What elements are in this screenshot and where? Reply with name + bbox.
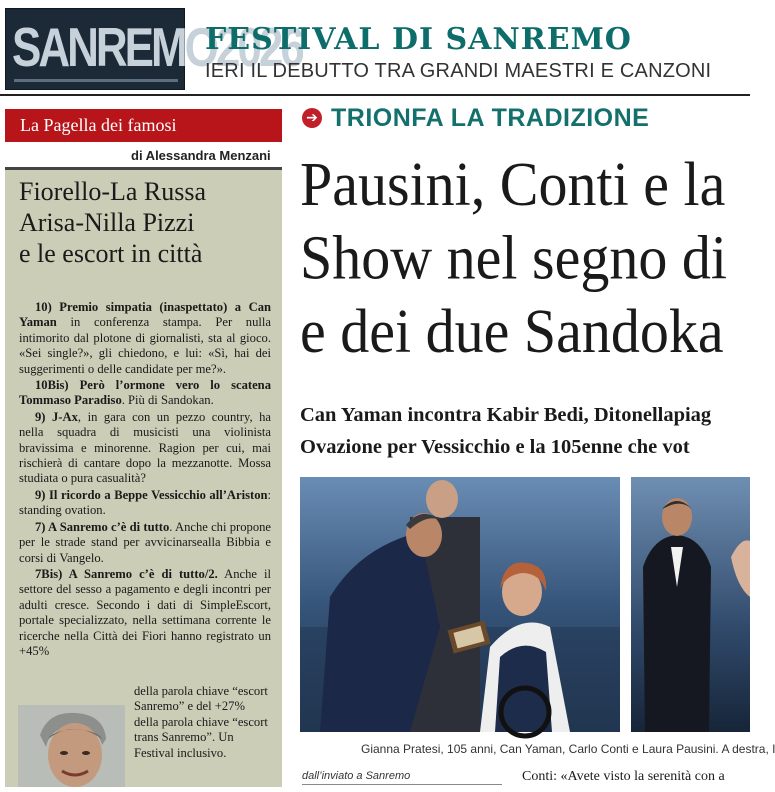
sidebar-body-tail: della parola chiave “escort Sanremo” e del +27% della parola chiave “escort trans Sanremo”. Un Festival inclusivo. [134,684,268,760]
sanremo-logo [5,8,302,90]
header-divider [0,94,750,96]
festival-title: FESTIVAL DI SANREMO [205,22,632,57]
sidebar-body [19,300,271,660]
grade-lead: 9) Il ricordo a Beppe Vessicchio all’Ariston [35,487,268,502]
dateline-rule [302,784,502,785]
grade-lead: 9) J-Ax [35,409,78,424]
grade-text: . Più di Sandokan. [121,393,214,408]
article-subhead [300,399,711,463]
sidebar-headline-line: Arisa-Nilla Pizzi [19,208,195,237]
photo-caption: Gianna Pratesi, 105 anni, Can Yaman, Carlo Conti e Laura Pausini. A destra, I [361,742,775,756]
grade-text: in conferenza stampa. Per nulla intimorito dal plotone di giornalisti, sta al gioco. «Sei single?», gli chiedono, e lui: «Sì, hai dei suggerimenti o delle candidate per me?». [19,315,271,376]
logo-underline [14,79,178,82]
byline: di Alessandra Menzani [131,148,271,163]
arrow-right-circle-icon: ➔ [302,108,322,128]
festival-subtitle: IERI IL DEBUTTO TRA GRANDI MAESTRI E CANZONI [205,60,712,82]
subhead-line: Can Yaman incontra Kabir Bedi, Ditonellapiag [300,404,712,426]
headline-line: e dei due Sandoka [300,295,724,367]
sidebar-headline [19,176,269,269]
article-body-start: Conti: «Avete visto la serenità con a [522,769,725,784]
grade-item [19,410,271,487]
grade-text: Anche il settore del sesso a pagamento e degli incontri per adulti cresce. Secondo i dati di SimpleEscort, portale specializzato, nella settimana corrente le ricerche nella Città dei Fiori hanno registrato un +45% [19,566,272,658]
subhead-line: Ovazione per Vessicchio e la 105enne che vot [300,436,690,458]
grade-item [19,488,271,519]
sidebar-headline-line: e le escort in città [19,239,203,268]
headline-line: Show nel segno di [300,222,727,293]
article-headline [300,148,727,368]
stage-photo-right [631,477,750,732]
grade-text: , in gara con un pezzo country, ha nella squadra di musicisti una violinista bravissima e minorenne. Ragion per cui, mai rischierà di cantare dopo la mezzanotte. Mossa studiata o pura casualità? [19,409,271,486]
logo-text: SANREMO2026 [12,17,302,79]
grade-item [19,520,271,566]
article-kicker: TRIONFA LA TRADIZIONE [331,104,650,132]
grade-item [19,300,271,377]
grade-item [19,378,271,409]
portrait-photo [18,705,125,787]
grade-text: : standing ovation. [19,487,271,518]
grade-lead: 7Bis) A Sanremo c’è di tutto/2. [35,566,218,581]
dateline: dall’inviato a Sanremo [302,770,411,782]
section-label: La Pagella dei famosi [20,115,177,135]
headline-line: Pausini, Conti e la [300,149,726,220]
grade-lead: 7) A Sanremo c’è di tutto [35,519,170,534]
grade-lead: 10Bis) Però l’ormone vero lo scatena Tommaso Paradiso [19,378,271,408]
sidebar-headline-line: Fiorello-La Russa [19,177,207,206]
grade-text: . Anche chi propone per le strade stand per avvicinarsealla Bibbia e corsi di Vangelo. [19,519,271,565]
grade-lead: 10) Premio simpatia (inaspettato) a Can Yaman [19,300,271,330]
grade-item [19,567,271,659]
stage-photo [300,477,620,732]
